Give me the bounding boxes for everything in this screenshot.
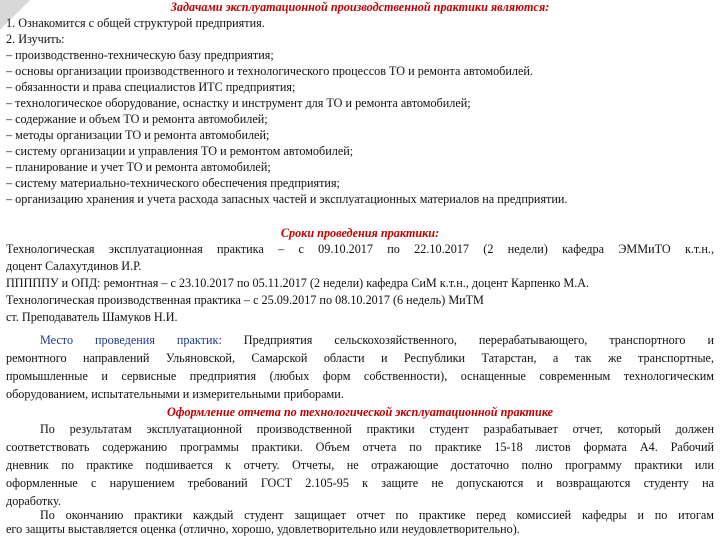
place-line: оборудованием, испытательными и измерительными приборами.	[6, 387, 344, 401]
report-line: его защиты выставляется оценка (отлично, хорошо, удовлетворительно или неудовлетворительно).	[6, 522, 520, 536]
report-line: оформленные с нарушением требований ГОСТ 2.105-95 к защите не допускаются и возвращаются студенту на	[6, 476, 714, 490]
place-text: Предприятия сельскохозяйственного, перерабатывающего, транспортного и	[221, 333, 714, 347]
report-line: доработку.	[6, 494, 61, 508]
task-line: – систему материально-технического обеспечения предприятия;	[6, 176, 340, 190]
terms-line: ст. Преподаватель Шамуков Н.И.	[6, 310, 178, 324]
report-line: По окончанию практики каждый студент защищает отчет по практике перед комиссией кафедры и по итогам	[40, 508, 714, 522]
terms-line: Технологическая эксплуатационная практика – с 09.10.2017 по 22.10.2017 (2 недели) кафедра ЭММиТО к.т.н.,	[6, 242, 714, 256]
task-line: – технологическое оборудование, оснастку и инструмент для ТО и ремонта автомобилей;	[6, 96, 471, 110]
place-line: ремонтного направлений Ульяновской, Самарской области и Республики Татарстан, а так же транспортные,	[6, 351, 714, 365]
terms-line: Технологическая производственная практика – с 25.09.2017 по 08.10.2017 (6 недель) МиТМ	[6, 293, 484, 307]
report-line: По результатам эксплуатационной производственной практики студент разрабатывает отчет, который должен	[40, 422, 714, 436]
terms-line: доцент Салахутдинов И.Р.	[6, 259, 142, 273]
task-line: – основы организации производственного и технологического процессов ТО и ремонта автомобилей.	[6, 64, 533, 78]
terms-line: ПППППУ и ОПД: ремонтная – с 23.10.2017 по 05.11.2017 (2 недели) кафедра СиМ к.т.н., доцент Карпенко М.А.	[6, 276, 590, 290]
heading-report: Оформление отчета по технологической эксплуатационной практике	[166, 405, 554, 419]
task-line: – содержание и объем ТО и ремонта автомобилей;	[6, 112, 268, 126]
task-line: 2. Изучить:	[6, 32, 65, 46]
task-line: – методы организации ТО и ремонта автомобилей;	[6, 128, 270, 142]
heading-terms: Сроки проведения практики:	[280, 226, 440, 240]
task-line: – систему организации и управления ТО и ремонтом автомобилей;	[6, 144, 354, 158]
place-label: Место проведения практик:	[40, 333, 222, 347]
report-line: соответствовать содержанию программы практики. Объем отчета по практике 15-18 листов формата А4. Рабочий	[6, 440, 714, 454]
task-line: 1. Ознакомится с общей структурой предприятия.	[6, 16, 265, 30]
heading-tasks: Задачами эксплуатационной производственной практики являются:	[170, 0, 550, 14]
task-line: – организацию хранения и учета расхода запасных частей и эксплуатационных материалов на предприятии.	[6, 192, 568, 206]
report-line: дневник по практике подшивается к отчету. Отчеты, не отражающие достаточно полно программу практики или	[6, 458, 714, 472]
place-line: промышленные и сервисные предприятия (любых форм собственности), оснащенные современным технологическим	[6, 369, 714, 383]
place-line-first	[6, 333, 714, 348]
task-line: – производственно-техническую базу предприятия;	[6, 48, 274, 62]
task-line: – планирование и учет ТО и ремонта автомобилей;	[6, 160, 271, 174]
task-line: – обязанности и права специалистов ИТС предприятия;	[6, 80, 296, 94]
